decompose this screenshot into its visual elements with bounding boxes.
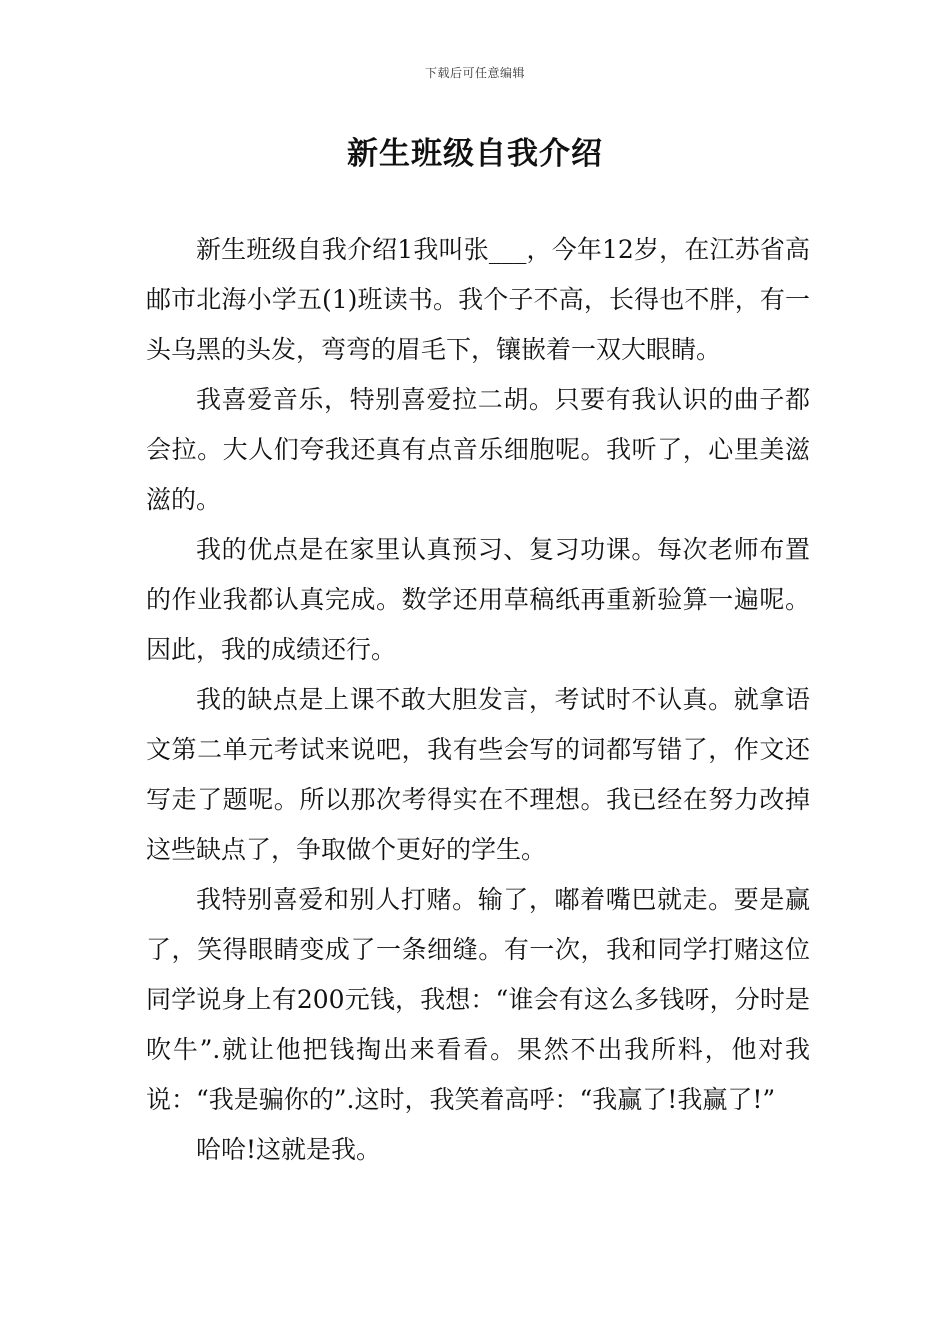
paragraph-4: 我的缺点是上课不敢大胆发言，考试时不认真。就拿语文第二单元考试来说吧，我有些会写的词都写错了，作文还写走了题呢。所以那次考得实在不理想。我已经在努力改掉这些缺点了，争取做个更好的学生。	[146, 685, 810, 864]
paragraph-5: 我特别喜爱和别人打赌。输了，嘟着嘴巴就走。要是赢了，笑得眼睛变成了一条细缝。有一次，我和同学打赌这位同学说身上有200元钱，我想：“谁会有这么多钱呀，分时是吹牛”.就让他把钱掏出来看看。果然不出我所料，他对我说：“我是骗你的”.这时，我笑着高呼：“我赢了!我赢了!”	[146, 885, 810, 1114]
document-body	[146, 225, 810, 1175]
paragraph-2: 我喜爱音乐，特别喜爱拉二胡。只要有我认识的曲子都会拉。大人们夸我还真有点音乐细胞呢。我听了，心里美滋滋的。	[146, 385, 810, 514]
paragraph-6: 哈哈!这就是我。	[196, 1135, 382, 1164]
page-title: 新生班级自我介绍	[347, 136, 603, 172]
header-note: 下载后可任意编辑	[424, 66, 525, 80]
paragraph-3: 我的优点是在家里认真预习、复习功课。每次老师布置的作业我都认真完成。数学还用草稿纸再重新验算一遍呢。因此，我的成绩还行。	[146, 535, 810, 664]
paragraph-1: 新生班级自我介绍1我叫张___，今年12岁，在江苏省高邮市北海小学五(1)班读书。我个子不高，长得也不胖，有一头乌黑的头发，弯弯的眉毛下，镶嵌着一双大眼睛。	[146, 235, 810, 364]
